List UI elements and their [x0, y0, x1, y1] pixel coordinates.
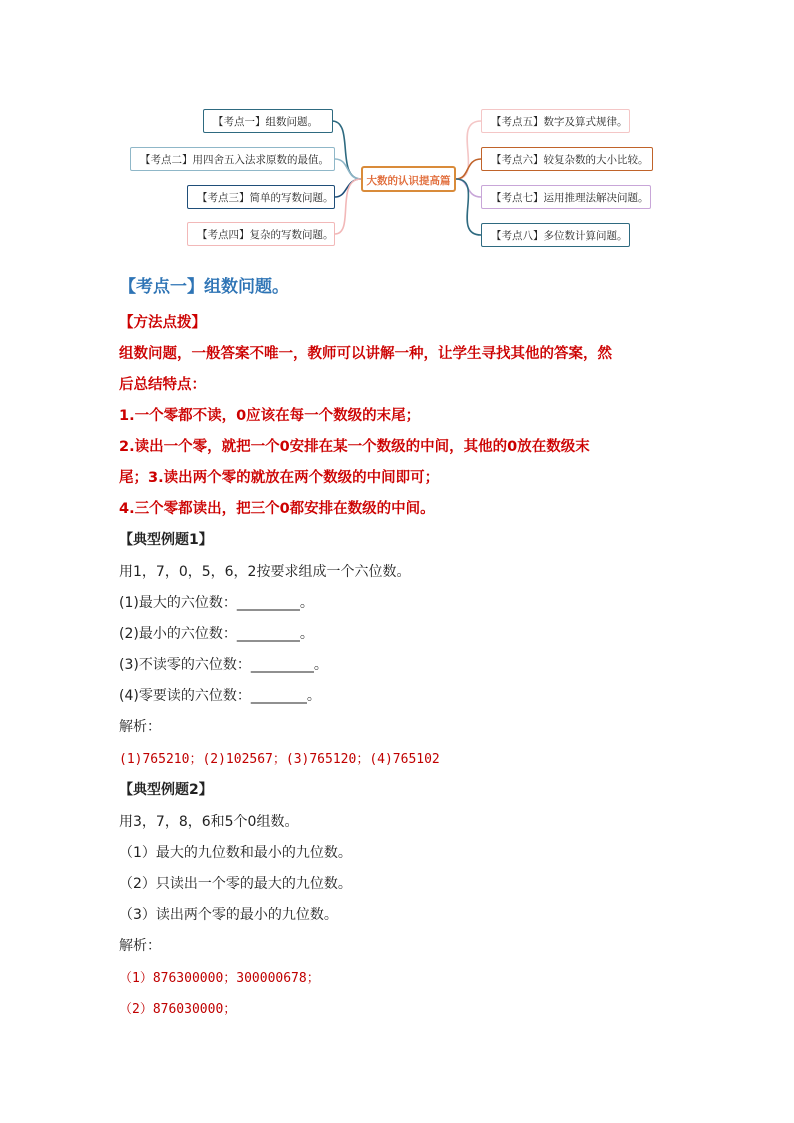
example-2-analysis-label: 解析： [119, 938, 161, 954]
connector-8 [456, 179, 481, 235]
mind-map-node-5: 【考点五】数字及算式规律。 [481, 109, 630, 133]
method-line: 1.一个零都不读，0应该在每一个数级的末尾； [119, 408, 421, 424]
example-1-question: (3)不读零的六位数：_________。 [119, 657, 328, 673]
example-2-answer: （2）876030000； [119, 1002, 237, 1017]
mind-map-node-1: 【考点一】组数问题。 [203, 109, 333, 133]
mind-map-center-node: 大数的认识提高篇 [361, 166, 456, 192]
method-line: 2.读出一个零，就把一个0安排在某一个数级的中间，其他的0放在数级末 [119, 439, 590, 455]
mind-map-node-4: 【考点四】复杂的写数问题。 [187, 222, 335, 246]
example-2-question: （2）只读出一个零的最大的九位数。 [119, 876, 352, 892]
example-2-title: 【典型例题2】 [119, 782, 213, 798]
mind-map-node-2: 【考点二】用四舍五入法求原数的最值。 [130, 147, 335, 171]
method-line: 4.三个零都读出，把三个0都安排在数级的中间。 [119, 501, 435, 517]
example-2-question: （3）读出两个零的最小的九位数。 [119, 907, 338, 923]
method-line: 后总结特点： [119, 377, 206, 393]
mind-map-node-8: 【考点八】多位数计算问题。 [481, 223, 630, 247]
method-title: 【方法点拨】 [119, 315, 206, 331]
connector-2 [335, 159, 361, 179]
mind-map [120, 100, 680, 260]
method-line: 组数问题，一般答案不唯一，教师可以讲解一种，让学生寻找其他的答案，然 [119, 346, 612, 362]
method-line: 尾；3.读出两个零的就放在两个数级的中间即可； [119, 470, 440, 486]
mind-map-node-3: 【考点三】简单的写数问题。 [187, 185, 335, 209]
connector-1 [332, 121, 361, 179]
mind-map-node-7: 【考点七】运用推理法解决问题。 [481, 185, 651, 209]
example-2-answer: （1）876300000；300000678； [119, 971, 320, 986]
example-1-stem: 用1，7，0，5，6，2按要求组成一个六位数。 [119, 564, 411, 580]
example-1-title: 【典型例题1】 [119, 532, 213, 548]
example-1-question: (2)最小的六位数：_________。 [119, 626, 314, 642]
mind-map-node-6: 【考点六】较复杂数的大小比较。 [481, 147, 653, 171]
connector-5 [456, 121, 481, 179]
example-1-analysis-label: 解析： [119, 719, 161, 735]
example-2-question: （1）最大的九位数和最小的九位数。 [119, 845, 352, 861]
example-1-question: (1)最大的六位数：_________。 [119, 595, 314, 611]
example-2-stem: 用3，7，8，6和5个0组数。 [119, 814, 299, 830]
example-1-question: (4)零要读的六位数：________。 [119, 688, 321, 704]
section-title: 【考点一】组数问题。 [119, 277, 289, 297]
example-1-answer: (1)765210；(2)102567；(3)765120；(4)765102 [119, 752, 440, 767]
